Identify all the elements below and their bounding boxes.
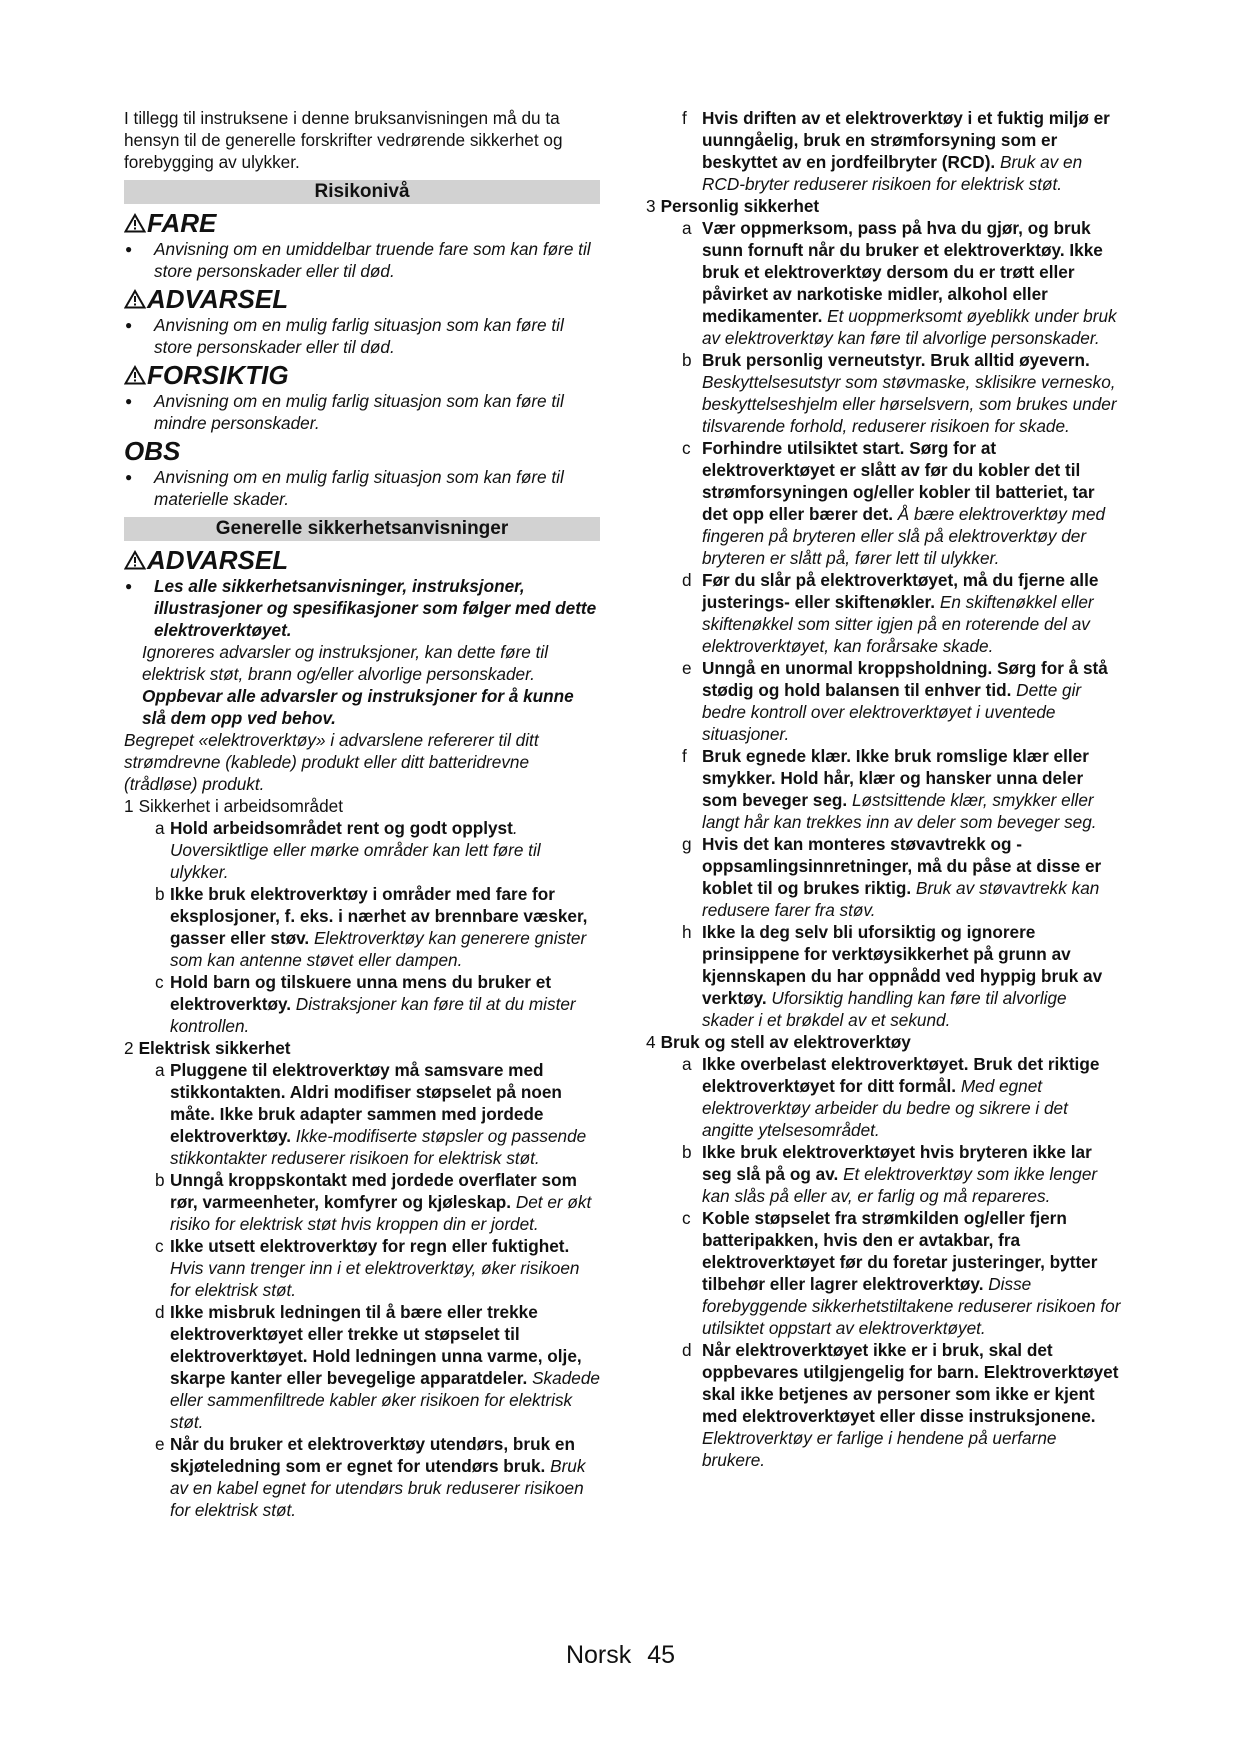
ignore-warnings-text: Ignoreres advarsler og instruksjoner, kan dette føre til elektrisk støt, brann og/eller alvorlige personskader. bbox=[142, 642, 549, 684]
section-3-heading: 3 Personlig sikkerhet bbox=[646, 196, 820, 216]
list-item: a Hold arbeidsområdet rent og godt opplyst. Uoversiktlige eller mørke områder kan lett føre til ulykker. bbox=[155, 818, 541, 882]
list-item: e Når du bruker et elektroverktøy utendørs, bruk en skjøteledning som er egnet for utendørs bruk. Bruk av en kabel egnet for utendørs bruk reduserer risikoen for elektrisk støt. bbox=[155, 1434, 586, 1520]
risk-level-heading: Risikonivå bbox=[124, 180, 600, 204]
footer-language: Norsk bbox=[565, 1641, 632, 1669]
warning-triangle-icon bbox=[124, 365, 146, 385]
section-3-list bbox=[646, 217, 1122, 1031]
fare-description: ● Anvisning om en umiddelbar truende fare som kan føre til store personskader eller til død. bbox=[124, 238, 600, 282]
read-all-instructions: ● Les alle sikkerhetsanvisninger, instruksjoner, illustrasjoner og spesifikasjoner som følger med dette elektroverktøyet. bbox=[124, 575, 600, 641]
page-number: 45 bbox=[647, 1641, 676, 1669]
signal-fare: FARE bbox=[124, 208, 600, 238]
signal-advarsel: ADVARSEL bbox=[124, 284, 600, 314]
page-footer bbox=[0, 1641, 1241, 1669]
list-item: e Unngå en unormal kroppsholdning. Sørg for å stå stødig og hold balansen til enhver tid. Dette gir bedre kontroll over elektroverktøyet i uventede situasjoner. bbox=[682, 658, 1108, 744]
advarsel-description: ● Anvisning om en mulig farlig situasjon som kan føre til store personskader eller til død. bbox=[124, 314, 600, 358]
keep-instructions-text: Oppbevar alle advarsler og instruksjoner for å kunne slå dem opp ved behov. bbox=[142, 686, 574, 728]
section-4-heading: 4 Bruk og stell av elektroverktøy bbox=[646, 1032, 911, 1052]
warning-triangle-icon bbox=[124, 213, 146, 233]
list-item: a Vær oppmerksom, pass på hva du gjør, og bruk sunn fornuft når du bruker et elektroverktøy. Ikke bruk et elektroverktøy dersom du er trøtt eller påvirket av narkotiske midler, alkohol eller medikamenter. Et uoppmerksomt øyeblikk under bruk av elektroverktøy kan føre til alvorlige personskader. bbox=[682, 218, 1117, 348]
list-item: f Hvis driften av et elektroverktøy i et fuktig miljø er uunngåelig, bruk en strømforsyning som er beskyttet av en jordfeilbryter (RCD). Bruk av en RCD-bryter reduserer risikoen for elektrisk støt. bbox=[682, 108, 1110, 194]
list-item: b Bruk personlig verneutstyr. Bruk alltid øyevern. Beskyttelsesutstyr som støvmaske, sklisikre vernesko, beskyttelseshjelm eller hørselsvern, som brukes under tilsvarende forhold, reduserer risikoen for skade. bbox=[682, 350, 1117, 436]
signal-forsiktig: FORSIKTIG bbox=[124, 360, 600, 390]
section-1-heading: 1 Sikkerhet i arbeidsområdet bbox=[124, 796, 343, 816]
intro-text: I tillegg til instruksene i denne bruksanvisningen må du ta hensyn til de generelle forskrifter vedrørende sikkerhet og forebygging av ulykker. bbox=[124, 108, 563, 172]
list-item: g Hvis det kan monteres støvavtrekk og -oppsamlingsinnretninger, må du påse at disse er koblet til og brukes riktig. Bruk av støvavtrekk kan redusere farer fra støv. bbox=[682, 834, 1102, 920]
signal-advarsel-general: ADVARSEL bbox=[124, 545, 600, 575]
list-item: a Ikke overbelast elektroverktøyet. Bruk det riktige elektroverktøyet for ditt formål. Med egnet elektroverktøy arbeider du bedre og sikrere i det angitte ytelsesområdet. bbox=[682, 1054, 1100, 1140]
list-item: b Ikke bruk elektroverktøy i områder med fare for eksplosjoner, f. eks. i nærhet av brennbare væsker, gasser eller støv. Elektroverktøy kan generere gnister som kan antenne støvet eller dampen. bbox=[155, 884, 588, 970]
left-column bbox=[124, 107, 600, 1521]
general-safety-heading: Generelle sikkerhetsanvisninger bbox=[124, 517, 600, 541]
forsiktig-description: ● Anvisning om en mulig farlig situasjon som kan føre til mindre personskader. bbox=[124, 390, 600, 434]
list-item: c Hold barn og tilskuere unna mens du bruker et elektroverktøy. Distraksjoner kan føre til at du mister kontrollen. bbox=[155, 972, 576, 1036]
list-item: f Bruk egnede klær. Ikke bruk romslige klær eller smykker. Hold hår, klær og hansker unna deler som beveger seg. Løstsittende klær, smykker eller langt hår kan trekkes inn av deler som beveger seg. bbox=[682, 746, 1097, 832]
list-item: c Koble støpselet fra strømkilden og/eller fjern batteripakken, hvis den er avtakbar, fra elektroverktøyet før du foretar justeringer, bytter tilbehør eller lagrer elektroverktøy. Disse forebyggende sikkerhetstiltakene reduserer risikoen for utilsiktet oppstart av elektroverktøyet. bbox=[682, 1208, 1121, 1338]
section-1-list bbox=[124, 817, 600, 1037]
list-item: h Ikke la deg selv bli uforsiktig og ignorere prinsippene for verktøysikkerhet på grunn av kjennskapen du har oppnådd ved hyppig bruk av verktøy. Uforsiktig handling kan føre til alvorlige skader i et brøkdel av et sekund. bbox=[682, 922, 1103, 1030]
right-column bbox=[646, 107, 1122, 1471]
list-item: c Forhindre utilsiktet start. Sørg for at elektroverktøyet er slått av før du kobler det til strømforsyningen og/eller kobler til batteriet, tar det opp eller bærer det. Å bære elektroverktøy med fingeren på bryteren eller slå på elektroverktøy der bryteren er slått på, fører lett til ulykker. bbox=[682, 438, 1106, 568]
obs-description: ● Anvisning om en mulig farlig situasjon som kan føre til materielle skader. bbox=[124, 466, 600, 510]
list-item: a Pluggene til elektroverktøy må samsvare med stikkontakten. Aldri modifiser støpselet på noen måte. Ikke bruk adapter sammen med jordede elektroverktøy. Ikke-modifiserte støpsler og passende stikkontakter reduserer risikoen for elektrisk støt. bbox=[155, 1060, 587, 1168]
list-item: b Ikke bruk elektroverktøyet hvis bryteren ikke lar seg slå på og av. Et elektroverktøy som ikke lenger kan slås på eller av, er farlig og må repareres. bbox=[682, 1142, 1098, 1206]
list-item: d Når elektroverktøyet ikke er i bruk, skal det oppbevares utilgjengelig for barn. Elektroverktøyet skal ikke betjenes av personer som ikke er kjent med elektroverktøyet eller disse instruksjonene. Elektroverktøy er farlige i hendene på uerfarne brukere. bbox=[682, 1340, 1119, 1470]
list-item: b Unngå kroppskontakt med jordede overflater som rør, varmeenheter, komfyrer og kjøleskap. Det er økt risiko for elektrisk støt hvis kroppen din er jordet. bbox=[155, 1170, 592, 1234]
term-definition: Begrepet «elektroverktøy» i advarslene refererer til ditt strømdrevne (kablede) produkt eller ditt batteridrevne (trådløse) produkt. bbox=[124, 730, 539, 794]
warning-triangle-icon bbox=[124, 550, 146, 570]
section-2-heading: 2 Elektrisk sikkerhet bbox=[124, 1038, 291, 1058]
list-item: d Før du slår på elektroverktøyet, må du fjerne alle justerings- eller skiftenøkler. En skiftenøkkel eller skiftenøkkel som sitter igjen på en roterende del av elektroverktøyet, kan forårsake skade. bbox=[682, 570, 1099, 656]
section-2-list bbox=[124, 1059, 600, 1521]
section-4-list bbox=[646, 1053, 1122, 1471]
signal-obs: OBS bbox=[124, 436, 181, 466]
warning-triangle-icon bbox=[124, 289, 146, 309]
list-item: d Ikke misbruk ledningen til å bære eller trekke elektroverktøyet eller trekke ut støpselet til elektroverktøyet. Hold ledningen unna varme, olje, skarpe kanter eller bevegelige apparatdeler. Skadede eller sammenfiltrede kabler øker risikoen for elektrisk støt. bbox=[155, 1302, 600, 1432]
list-item: c Ikke utsett elektroverktøy for regn eller fuktighet. Hvis vann trenger inn i et elektroverktøy, øker risikoen for elektrisk støt. bbox=[155, 1236, 580, 1300]
